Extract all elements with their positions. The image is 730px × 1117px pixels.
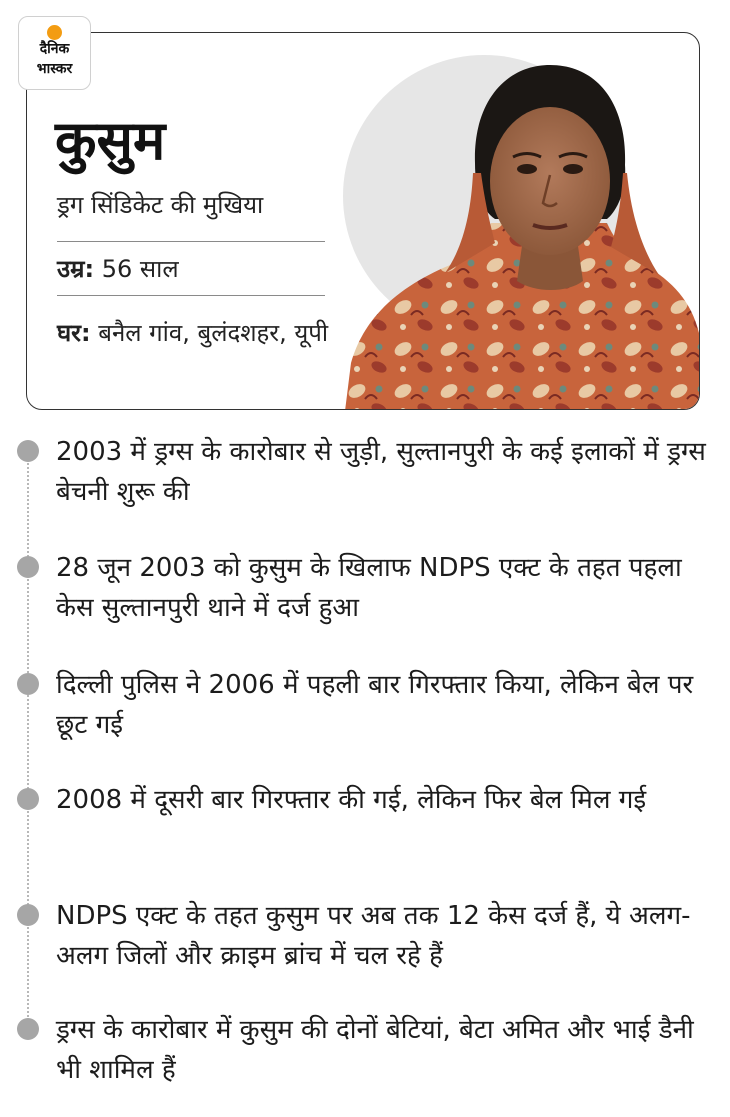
home-value: बनैल गांव, बुलंदशहर, यूपी — [98, 319, 329, 347]
sun-icon — [47, 25, 62, 40]
logo-text-line1: दैनिक — [39, 41, 70, 57]
home-label: घर: — [57, 319, 91, 347]
timeline-dot — [17, 1018, 39, 1040]
timeline-text: NDPS एक्ट के तहत कुसुम पर अब तक 12 केस दर्ज हैं, ये अलग-अलग जिलों और क्राइम ब्रांच में चल रहे हैं — [56, 901, 691, 971]
timeline-text: 2003 में ड्रग्स के कारोबार से जुड़ी, सुल्तानपुरी के कई इलाकों में ड्रग्स बेचनी शुरू की — [56, 437, 706, 507]
dainik-bhaskar-logo — [18, 16, 91, 90]
person-name: कुसुम — [55, 109, 166, 172]
age-value: 56 साल — [101, 255, 179, 283]
timeline-dot — [17, 788, 39, 810]
timeline-dot — [17, 440, 39, 462]
logo-text-line2: भास्कर — [36, 61, 73, 77]
timeline-dot — [17, 673, 39, 695]
timeline-dot — [17, 556, 39, 578]
timeline-text: 28 जून 2003 को कुसुम के खिलाफ NDPS एक्ट के तहत पहला केस सुल्तानपुरी थाने में दर्ज हुआ — [56, 553, 682, 623]
timeline-text: दिल्ली पुलिस ने 2006 में पहली बार गिरफ्तार किया, लेकिन बेल पर छूट गई — [56, 670, 694, 740]
timeline-text: 2008 में दूसरी बार गिरफ्तार की गई, लेकिन फिर बेल मिल गई — [56, 785, 647, 815]
timeline-text: ड्रग्स के कारोबार में कुसुम की दोनों बेटियां, बेटा अमित और भाई डैनी भी शामिल हैं — [56, 1015, 694, 1085]
person-role: ड्रग सिंडिकेट की मुखिया — [57, 191, 264, 219]
timeline-dot — [17, 904, 39, 926]
timeline-dotted-line — [27, 452, 29, 1028]
age-label: उम्र: — [57, 255, 95, 283]
